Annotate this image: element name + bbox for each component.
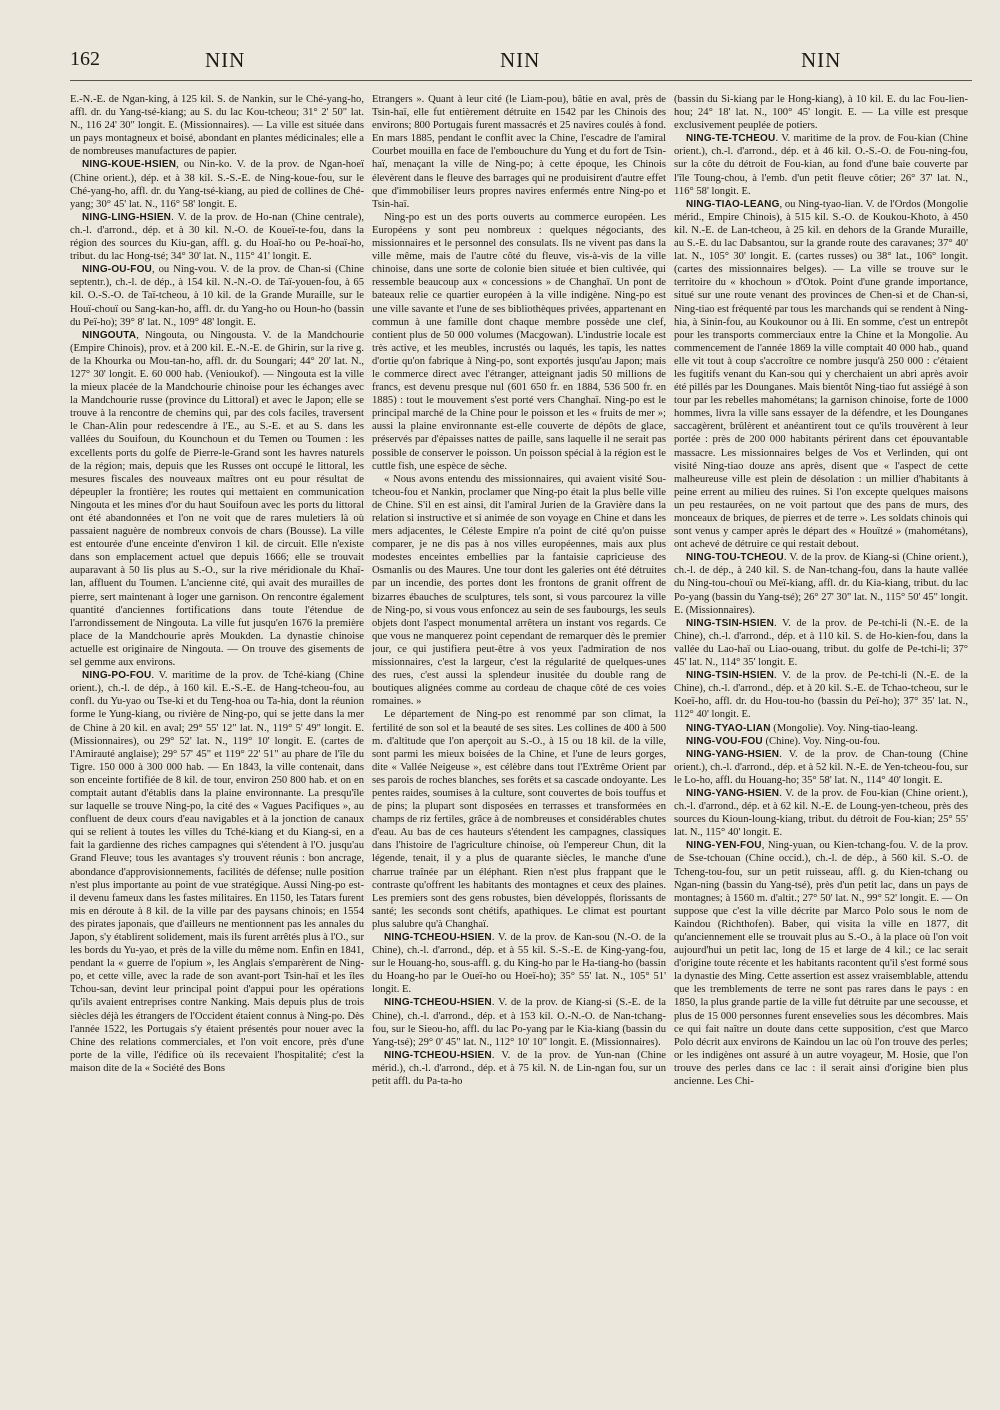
entry-text: , Ningouta, ou Ningousta. V. de la Mandchourie (Empire Chinois), prov. et à 200 kil. E.-N.-E. de Ghirin, sur la rive g. de la Khourka ou Mou-tan-ho, affl. dr. du Soungari; 44° 20' lat. N., 127° 30' longit. E. 60 000 hab. (Venioukof). — Ningouta est la ville la mieux placée de la Mandchourie chinoise pour les échanges avec la Mandchourie russe (province du Littoral) et avec le Japon; elle se trouve à la rencontre de chemins qui, par des cols faciles, traversent le Chan-Alin pour redescendre à l'E., au S.-E. et au S. dans les vallées du Souifoun, du Kounchoun et du Temen ou Toumen : les excellents ports du golfe de Pierre-le-Grand sont les havres naturels de la région; mais, depuis que les Russes ont occupé le littoral, les mesures fiscales des nouveaux maîtres ont eu pour résultat de dépeupler la frontière; les routes qui mettaient en communication Ningouta et les mines d'or du haut Souifoun avec les ports du littoral ont été abandonnées et l'on ne voit que de rares muletiers là où passaient naguère de nombreux convois de chars (Bousse). La ville est entourée d'une enceinte d'environ 1 kil. de circuit. Elle n'existe dans son emplacement actuel que depuis 1666; elle se trouvait auparavant à 50 lis plus au S.-O., sur la rive méridionale du Khaï-lan, affluent du Toumen. L'ancienne cité, qui avait des murailles de pierre, sert maintenant à loger une garnison. On rencontre également quantité d'anciennes fortifications dans toute l'étendue de l'arrondissement de Ningouta. La ville fut jusqu'en 1676 la première place de la Mandchourie après Moukden. La dynastie chinoise actuelle est originaire de Ningouta. — On trouve des gisements de sel gemme aux environs. — [70, 329, 364, 669]
paragraph: Le département de Ning-po est renommé par son climat, la fertilité de son sol et la beauté de ses sites. Les collines de 400 à 500 m. d'altitude que l'on aperçoit au S.-O., à 15 ou 18 kil. de la ville, sont parmi les mieux boisées de la Chine, et l'une de leurs gorges, dite « Vallée Neigeuse », est célèbre dans tout l'Extrême Orient par ses parois de roches blanches, ses forêts et sa cascade ondoyante. Les pentes raides, soumises à la culture, sont couvertes de bois touffus et de pins; la plupart sont disposées en terrasses et transformées en champs de riz fertiles, grâce à de nombreuses et considérables chutes d'eau. Au bas de ces hauteurs s'étendent les campagnes, classiques dans l'histoire de l'agriculture chinoise, où l'empereur Chun, dit la légende, tenait, il y a plus de quarante siècles, le manche d'une charrue traînée par un éléphant. Rien n'est plus frappant que le contraste qu'offrent les habitants des montagnes et ceux des plaines. Les premiers sont des gens robustes, bien développés, florissants de santé; les seconds sont chétifs, apathiques. Le climat est pourtant plus salubre qu'à Changhaï. — [372, 709, 666, 930]
entry-headword: NING-VOU-FOU — [686, 735, 763, 747]
page-number: 162 — [70, 48, 100, 70]
entry-headword: NING-TE-TCHEOU — [686, 133, 776, 145]
column-left — [70, 93, 364, 1409]
dictionary-entry — [674, 132, 968, 197]
dictionary-entry — [674, 748, 968, 787]
entry-headword: NING-OU-FOU — [82, 264, 152, 276]
entry-headword: NING-KOUE-HSIEN — [82, 159, 177, 171]
dictionary-entry — [674, 669, 968, 721]
running-headword: NIN — [205, 48, 246, 72]
dictionary-entry — [70, 211, 364, 263]
entry-text: . V. de la prov. de Kan-sou (N.-O. de la Chine), ch.-l. d'arrond., dép. et à 55 kil. S.-S.-E. de King-yang-fou, sur le Houang-ho, sous-affl. g. du King-ho par le Ha-tiang-ho (bassin du Hoang-ho par le Oueï-ho ou Hoeï-ho); 35° 55' lat. N., 105° 51' longit. E. — [372, 932, 666, 996]
dictionary-entry — [372, 931, 666, 996]
dictionary-entry — [674, 839, 968, 1088]
dictionary-entry — [70, 669, 364, 1075]
entry-headword: NINGOUTA — [82, 329, 137, 341]
continued-text: (bassin du Si-kiang par le Hong-kiang), à 10 kil. E. du lac Fou-lien-hou; 24° 18' lat. N., 100° 45' longit. E. — La ville est presque exclusivement peuplée de potiers. — [674, 94, 968, 132]
entry-text: . V. de la prov. de Kiang-si (Chine orient.), ch.-l. de dép., à 240 kil. S. de Nan-tchang-fou, dans la haute vallée du Ning-tou-chouï ou Meï-kiang, affl. dr. du Kia-kiang, tribut. du lac Po-yang (bassin du Yang-tsé); 26° 27' 30" lat. N., 115° 50' 45" longit. E. (Missionnaires). — [674, 552, 968, 616]
entry-headword: NING-TCHEOU-HSIEN — [384, 1049, 492, 1061]
running-headword: NIN — [801, 48, 842, 72]
entry-headword: NING-YANG-HSIEN — [686, 748, 780, 760]
dictionary-entry — [674, 198, 968, 552]
entry-headword: NING-TSIN-HSIEN — [686, 617, 774, 629]
dictionary-entry — [70, 158, 364, 210]
entry-text: , ou Nin-ko. V. de la prov. de Ngan-hoeï (Chine orient.), dép. et à 38 kil. S.-S.-E. de Ning-koue-fou, sur le Ché-yang-ho, affl. dr. du Yang-tsé-kiang, au pied de collines de Ché-yang; 30° 45' lat. N., 116° 58' longit. E. — [70, 159, 364, 210]
column-right — [674, 93, 968, 1409]
entry-text: . V. de la prov. de Chan-toung (Chine orient.), ch.-l. d'arrond., dép. et à 52 kil. N.-E. de Yen-tcheou-fou, sur le Lo-ho, affl. du Houang-ho; 35° 58' lat. N., 114° 40' longit. E. — [674, 748, 968, 786]
dictionary-entry — [70, 263, 364, 328]
entry-headword: NING-LING-HSIEN — [82, 211, 172, 223]
running-headword: NIN — [500, 48, 541, 72]
entry-headword: NING-TCHEOU-HSIEN — [384, 997, 492, 1009]
continued-text: E.-N.-E. de Ngan-king, à 125 kil. S. de Nankin, sur le Ché-yang-ho, affl. dr. du Yang-tsé-kiang; au S. du lac Kou-tcheou; 31° 2' 50" lat. N., 116 24' 30" longit. E. (Missionnaires). — La ville est située dans un pays montagneux et boisé, abondant en plantes médicinales; elle a de nombreuses manufactures de papier. — [70, 94, 364, 158]
entry-text: . V. de la prov. de Yun-nan (Chine mérid.), ch.-l. d'arrond., dép. et à 75 kil. N. de Lin-ngan fou, sur un petit affl. du Pa-ta-ho — [372, 1049, 666, 1088]
dictionary-entry — [372, 1049, 666, 1088]
entry-headword: NING-YEN-FOU — [686, 840, 762, 852]
dictionary-entry — [372, 996, 666, 1048]
dictionary-entry — [674, 787, 968, 839]
dictionary-entry — [674, 722, 968, 735]
entry-text: . V. de la prov. de Ho-nan (Chine centrale), ch.-l. d'arrond., dép. et à 30 kil. N.-O. de Koueï-te-fou, dans la région des sources du Kiu-gan, affl. g. du Hoaï-ho ou Pe-hoaï-ho, tribut. du lac Hong-tsé; 34° 30' lat. N., 115° 41' longit. E. — [70, 211, 364, 263]
entry-headword: NING-TIAO-LEANG — [686, 198, 780, 210]
entry-headword: NING-TOU-TCHEOU — [686, 552, 784, 564]
continued-text: Etrangers ». Quant à leur cité (le Liam-pou), bâtie en aval, près de Tsin-haï, elle fut entièrement détruite en 1542 par les Chinois des environs; 800 Portugais furent massacrés et 25 navires coulés à fond. En mars 1885, pendant le conflit avec la Chine, l'escadre de l'amiral Courbet mouilla en face de l'embouchure du Yung et du fort de Tsin-haï, menaçant la ville de Ning-po; à cette époque, les Chinois élevèrent dans le fleuve des barrages qui ne produisirent d'autre effet que d'immobiliser leurs propres navires enfermés entre Ning-po et Tsin-haï. — [372, 94, 666, 210]
entry-text: , ou Ning-tyao-lian. V. de l'Ordos (Mongolie mérid., Empire Chinois), à 515 kil. S.-O. de Koukou-Khoto, à 450 kil. N.-E. de Lan-tcheou, à 25 kil. en dehors de la Grande Muraille, au S.-E. du lac Dabsantou, sur la grande route des caravanes; 37° 40' lat. N., 105° 30' longit. E. (cartes russes) ou 38° lat., 106° longit. (cartes des missionnaires belges). — La ville se trouve sur le territoire du « khochoun » d'Otok. Point d'une grande importance, situé sur une route venant des provinces de Chen-si et de Chan-si, Ning-tiao est fréquenté par tous les marchands qui se rendent à Ning-hia, à Sinin-fou, au Koukounor ou à Ili. En somme, c'est un entrepôt pour les transports commerciaux entre la Chine et la Mongolie. Au commencement de l'année 1869 la ville comptait 40 000 hab., quand elle vit tout à coup s'accroître ce nombre jusqu'à 250 000 : c'étaient les fugitifs venant du Kan-sou qui y cherchaient un abri après avoir été pillés par les Dounganes. Mais bientôt Ning-tiao fut assiégé à son tour par les rebelles mahométans; la garnison chinoise, forte de 1000 hommes, livra la ville sans essayer de la défendre, et les Dounganes saccagèrent, brûlèrent et anéantirent tout ce qu'ils trouvèrent à leur portée : près de 200 000 habitants périrent dans cet épouvantable massacre. Les missionnaires belges de Vos et Verlinden, qui ont visité Ning-tiao douze ans après, disent que « l'aspect de cette malheureuse ville est plein de désolation : un millier d'habitants à peine errent au milieu des ruines. Si l'on excepte quelques maisons un peu restaurées, on ne voit partout que des pans de murs, des monceaux de briques, de pierres et de terre ». Les soldats chinois qui sont venus y camper après le départ des « Houïtzé » (mahométans), ont achevé de détruire ce qui restait debout. — [674, 198, 968, 551]
dictionary-entry — [674, 617, 968, 669]
paragraph: « Nous avons entendu des missionnaires, qui avaient visité Sou-tcheou-fou et Nankin, proclamer que Ning-po était la plus belle ville de Chine. S'il en est ainsi, dit l'amiral Jurien de la Gravière dans la relation si instructive et si animée de son voyage en Chine et dans les mers adjacentes, le Céleste Empire n'a point de cité qu'on puisse comparer, je ne dis pas à nos villes européennes, mais aux plus modestes enceintes embellies par la fantaisie capricieuse des Osmanlis ou des Maures. Une tour dont les galeries ont été détruites par un incendie, des portes dont les frontons de granit offrent de bizarres ébauches de sculptures, tels sont, si vous parcourez la ville de Ning-po, si vous vous enfoncez au sein de ses faubourgs, les seuls objets dont l'aspect monumental arrêtera un instant vos regards. Ce que vous ne manquerez point cependant de remarquer dès le premier jour, ce qui justifiera peut-être à vos yeux l'admiration de nos missionnaires, c'est la largeur, c'est la régularité de quelques-unes des rues, c'est aussi la splendeur inusitée du double rang de boutiques alignées comme au cordeau de chaque côté de ces voies romaines. » — [372, 473, 666, 708]
entry-text: . V. maritime de la prov. de Fou-kian (Chine orient.), ch.-l. d'arrond., dép. et à 46 kil. O.-S.-O. de Fou-ning-fou, sur la côte du détroit de Fou-kian, au fond d'une baie couverte par l'île Toung-chou, à l'emb. d'un petit fleuve côtier; 26° 37' lat. N., 116° 58' longit. E. — [674, 133, 968, 197]
entry-headword: NING-TYAO-LIAN — [686, 722, 771, 734]
entry-headword: NING-YANG-HSIEN — [686, 787, 780, 799]
paragraph: Ning-po est un des ports ouverts au commerce européen. Les Européens y sont peu nombreux : quelques négociants, des missionnaires et le personnel des consulats. Ils ne vivent pas dans la ville même, mais de l'autre côté du fleuve, vis-à-vis de la ville chinoise, dans une sorte de colonie bien située et bien cultivée, qui ressemble beaucoup aux « concessions » de Changhaï. Un pont de bateaux relie ce quartier européen à la ville indigène. Ning-po est une ville savante et l'une de ses bibliothèques privées, appartenant en commun à une famille dont chaque membre possède une clef, contient plus de 50 000 volumes (Macgowan). L'industrie locale est très active, et les meubles, incrustés ou laqués, les tapis, les nattes d'ortie qu'on fabrique à Ning-po, sont exportés jusqu'au Japon; mais le commerce direct avec l'étranger, atteignant jadis 50 millions de francs, est devenu presque nul (601 650 fr. en 1884, 536 500 fr. en 1885) : tout le mouvement s'est porté vers Changhaï. Ning-po est le principal marché de la Chine pour le poisson et les « fruits de mer »; aussi la plaine environnante est-elle couverte de dépôts de glace, préservés par d'épaisses nattes de paille, sans laquelle il ne serait pas possible de conserver le poisson. Un poisson spécial à la région est le cuttle fish, une espèce de sèche. — [372, 211, 666, 472]
entry-text: , Ning-yuan, ou Kien-tchang-fou. V. de la prov. de Sse-tchouan (Chine occid.), ch.-l. de dép., à 560 kil. S.-O. de Tcheng-tou-fou, sur un petit ruisseau, affl. g. du Kien-tchang ou Ngan-ning (bassin du Yang-tsé), près d'un petit lac, dans un pays de montagnes; à 1560 m. d'altit.; 27° 50' lat. N., 99° 52' longit. E. — On suppose que c'est la ville décrite par Marco Polo sous le nom de Kaindou (Richthofen). Baber, qui visita la ville en 1877, dit qu'anciennement elle se trouvait plus au S.-O., à la place où l'on voit aujourd'hui un petit lac, long de 15 et large de 4 kil.; ce lac serait d'origine toute récente et les habitants racontent qu'il s'est formé sous la dynastie des Ming. Cette assertion est assez vraisemblable, attendu que les tremblements de terre ne sont pas rares dans le pays : en 1850, la plus grande partie de la ville fut détruite par une secousse, et plus de 15 000 personnes furent ensevelies sous les décombres. Mais ce qui fait naître un doute dans cette supposition, c'est que Marco Polo décrit aux environs de Kaindou un lac où l'on trouve des perles; or les indigènes ont assuré à un autre voyageur, M. Hosie, que l'on trouve des perles dans ce lac : il serait ainsi d'origine bien plus ancienne. Les Chi- — [674, 840, 968, 1088]
entry-text: . V. de la prov. de Fou-kian (Chine orient.), ch.-l. d'arrond., dép. et à 62 kil. N.-E. de Loung-yen-tcheou, près des sources du Kioun-loung-kiang, tribut. du détroit de Fou-kian; 25° 55' lat. N., 115° 40' longit. E. — [674, 787, 968, 839]
column-middle — [372, 93, 666, 1409]
entry-text: , ou Ning-vou. V. de la prov. de Chan-si (Chine septentr.), ch.-l. de dép., à 154 kil. N.-N.-O. de Taï-youen-fou, à 65 kil. O.-S.-O. de Taï-tcheou, à 10 kil. de la Grande Muraille, sur le Houï-chouï ou Sang-kan-ho, affl. dr. du Yang-ho ou Houn-ho (bassin du Peï-ho); 39° 8' lat. N., 109° 48' longit. E. — [70, 264, 364, 328]
entry-text: . V. maritime de la prov. de Tché-kiang (Chine orient.), ch.-l. de dép., à 160 kil. E.-S.-E. de Hang-tcheou-fou, au confl. du Yu-yao ou Tse-ki et du Teng-hoa ou Ta-hia, dont la réunion forme le Yung-kiang, ou rivière de Ning-po, qui se jette dans la mer de Chine à 20 kil. en aval; 29° 55' 12" lat. N., 119° 5' 49" longit. E. (Missionnaires), ou 29° 52' lat. N., 119° 10' longit. E. (cartes de l'Amirauté anglaise); 29° 57' 45" et 119° 22' 51" au phare de l'île du Tigre. 150 000 à 300 000 hab. — En 1843, la ville contenait, dans son enceinte fortifiée de 8 kil. de tour, environ 250 800 hab. et on en comptait autant d'établis dans la plaine environnante. La presqu'île sur laquelle se trouve Ning-po, la cité des « Vagues Pacifiques », au confluent de deux cours d'eau navigables et à la jonction de canaux qui se relient à toutes les villes du Tché-kiang et du Kiang-si, en a fait la gardienne des riches campagnes qui s'étendent à l'O. jusqu'au Grand Fleuve; tous les avantages s'y trouvent réunis : bon ancrage, abondance d'approvisionnements, facilités de défense; nulle position n'est plus importante au point de vue stratégique. Aussi Ning-po est-il devenu fameux dans les fastes militaires. En 1150, les Tatars furent mis en déroute à 8 kil. de la ville par des paysans chinois; en 1554 des pirates japonais, que d'ailleurs ne mentionnent pas les annales du Japon, s'y établirent solidement, mais ils furent arrêtés plus à l'O., sur les bords du Yu-yao, et près de la ville du même nom. Enfin en 1841, pendant la « guerre de l'opium », les Anglais s'emparèrent de Ning-po, et cette ville, avec la rade de son avant-port Tsin-haï et les îles Tchou-san, devint leur principal point d'appui pour les opérations qu'ils avaient entreprises contre Nanking. Mais depuis plus de trois siècles déjà les étrangers de l'Occident étaient connus à Ning-po. Dès l'année 1522, les Portugais s'y étaient présentés pour nouer avec la Chine des relations commerciales, et l'on voit encore, près d'une porte de la ville, l'édifice où ils recevaient l'hospitalité; c'est la maison dite de la « Société des Bons — [70, 670, 364, 1074]
dictionary-entry — [674, 735, 968, 748]
entry-headword: NING-TCHEOU-HSIEN — [384, 932, 492, 943]
dictionary-entry — [70, 329, 364, 669]
entry-text: (Mongolie). Voy. Ning-tiao-leang. — [770, 722, 918, 734]
entry-headword: NING-PO-FOU — [82, 670, 152, 682]
entry-headword: NING-TSIN-HSIEN — [686, 670, 774, 682]
page-header — [70, 46, 972, 81]
dictionary-entry — [674, 551, 968, 616]
entry-text: (Chine). Voy. Ning-ou-fou. — [762, 735, 881, 747]
text-columns — [70, 93, 972, 1409]
entry-text: . V. de la prov. de Kiang-si (S.-E. de la Chine), ch.-l. d'arrond., dép. et à 153 kil. O.-N.-O. de Nan-tchang-fou, sur le Sieou-ho, affl. du lac Po-yang par le Kia-kiang (bassin du Yang-tsé); 29° 0' 45" lat. N., 112° 10' 10" longit. E. (Missionnaires). — [372, 997, 666, 1048]
entry-text: . V. de la prov. de Pe-tchi-li (N.-E. de la Chine), ch.-l. d'arrond., dép. et à 110 kil. S. de Ho-kien-fou, dans la vallée du Lao-haï ou Liao-ouang, tribut. du golfe de Pe-tchi-li; 37° 45' lat. N., 114° 35' longit. E. — [674, 617, 968, 669]
entry-text: . V. de la prov. de Pe-tchi-li (N.-E. de la Chine), ch.-l. d'arrond., dép. et à 20 kil. S.-E. de Tchao-tcheou, sur le Koeï-ho, affl. dr. du Hou-tou-ho (bassin du Peï-ho); 37° 35' lat. N., 112° 40' longit. E. — [674, 670, 968, 721]
